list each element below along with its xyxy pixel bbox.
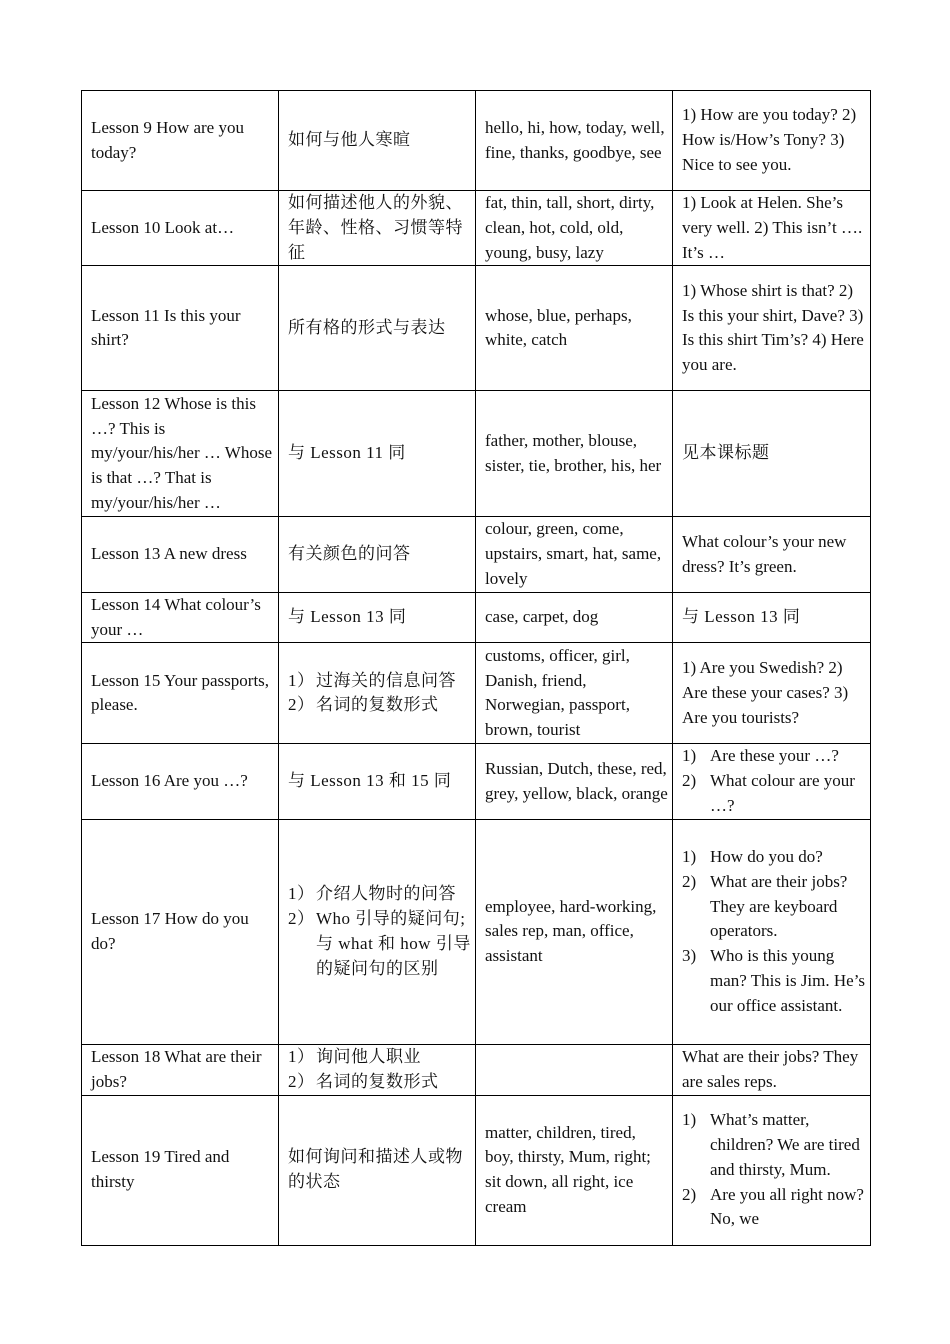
vocabulary-cell: whose, blue, perhaps, white, catch [476, 266, 673, 391]
list-number: 1) [682, 846, 697, 866]
sentence-pattern-list [682, 1108, 866, 1232]
list-item [288, 1070, 471, 1095]
list-text: How do you do? [710, 846, 823, 866]
vocabulary-cell [476, 1044, 673, 1095]
topic-cell: 与 Lesson 13 和 15 同 [279, 744, 476, 819]
list-text: Who 引导的疑问句;与 what 和 how 引导的疑问句的区别 [316, 908, 471, 978]
list-number: 2） [288, 908, 315, 928]
list-number: 1) [682, 1110, 697, 1130]
list-text: What are their jobs? They are keyboard operators. [710, 871, 848, 941]
list-number: 2) [682, 871, 697, 891]
list-number: 1） [288, 884, 315, 904]
list-text: 询问他人职业 [316, 1046, 421, 1066]
topic-cell: 所有格的形式与表达 [279, 266, 476, 391]
list-number: 1） [288, 670, 315, 690]
vocabulary-cell: fat, thin, tall, short, dirty, clean, hot, cold, old, young, busy, lazy [476, 191, 673, 266]
vocabulary-cell: matter, children, tired, boy, thirsty, Mum, right; sit down, all right, ice cream [476, 1095, 673, 1245]
topic-cell [279, 643, 476, 744]
list-item [288, 882, 471, 907]
list-item [288, 907, 471, 981]
list-text: 名词的复数形式 [316, 1071, 439, 1091]
lesson-cell: Lesson 17 How do you do? [82, 819, 279, 1044]
list-number: 3) [682, 946, 697, 966]
topic-list [288, 669, 471, 719]
table-row [82, 819, 871, 1044]
list-text: Who is this young man? This is Jim. He’s our office assistant. [710, 946, 866, 1015]
lesson-cell: Lesson 14 What colour’s your … [82, 592, 279, 643]
list-number: 2) [682, 1184, 697, 1204]
sentence-pattern-cell [673, 1095, 871, 1245]
list-item [288, 669, 471, 694]
lesson-cell: Lesson 10 Look at… [82, 191, 279, 266]
lesson-cell: Lesson 18 What are their jobs? [82, 1044, 279, 1095]
sentence-pattern-cell [673, 744, 871, 819]
list-text: 介绍人物时的问答 [316, 884, 456, 904]
lesson-cell: Lesson 13 A new dress [82, 517, 279, 592]
vocabulary-cell: hello, hi, how, today, well, fine, thanks, goodbye, see [476, 91, 673, 191]
lesson-cell: Lesson 19 Tired and thirsty [82, 1095, 279, 1245]
list-item [682, 769, 866, 819]
topic-list [288, 1045, 471, 1095]
list-text: 名词的复数形式 [316, 695, 439, 715]
list-number: 2） [288, 695, 315, 715]
lesson-cell: Lesson 11 Is this your shirt? [82, 266, 279, 391]
sentence-pattern-cell: 见本课标题 [673, 391, 871, 517]
list-text: What’s matter, children? We are tired and thirsty, Mum. [710, 1110, 860, 1179]
vocabulary-cell: case, carpet, dog [476, 592, 673, 643]
lesson-cell: Lesson 12 Whose is this …? This is my/your/his/her … Whose is that …? That is my/your/his/her … [82, 391, 279, 517]
list-item [682, 1108, 866, 1182]
lesson-cell: Lesson 9 How are you today? [82, 91, 279, 191]
topic-cell: 如何与他人寒暄 [279, 91, 476, 191]
topic-list [288, 882, 471, 981]
vocabulary-cell: colour, green, come, upstairs, smart, hat, same, lovely [476, 517, 673, 592]
lesson-cell: Lesson 16 Are you …? [82, 744, 279, 819]
list-text: Are you all right now? No, we [710, 1184, 864, 1229]
list-item [288, 693, 471, 718]
topic-cell [279, 819, 476, 1044]
list-item [682, 870, 866, 944]
table-row [82, 91, 871, 191]
table-row [82, 592, 871, 643]
sentence-pattern-cell: 与 Lesson 13 同 [673, 592, 871, 643]
topic-cell [279, 1044, 476, 1095]
sentence-pattern-cell: 1) Look at Helen. She’s very well. 2) This isn’t …. It’s … [673, 191, 871, 266]
sentence-pattern-cell: 1) Whose shirt is that? 2) Is this your shirt, Dave? 3) Is this shirt Tim’s? 4) Here you are. [673, 266, 871, 391]
list-number: 2) [682, 771, 697, 791]
topic-cell: 如何询问和描述人或物的状态 [279, 1095, 476, 1245]
sentence-pattern-list [682, 845, 866, 1019]
topic-cell: 如何描述他人的外貌、年龄、性格、习惯等特征 [279, 191, 476, 266]
topic-cell: 与 Lesson 11 同 [279, 391, 476, 517]
lesson-cell: Lesson 15 Your passports, please. [82, 643, 279, 744]
table-row [82, 643, 871, 744]
list-item [288, 1045, 471, 1070]
table-row [82, 266, 871, 391]
list-item [682, 845, 866, 870]
list-item [682, 744, 866, 769]
table-row [82, 391, 871, 517]
table-row [82, 744, 871, 819]
list-number: 1） [288, 1046, 315, 1066]
sentence-pattern-cell: What colour’s your new dress? It’s green. [673, 517, 871, 592]
vocabulary-cell: employee, hard-working, sales rep, man, office, assistant [476, 819, 673, 1044]
vocabulary-cell: Russian, Dutch, these, red, grey, yellow, black, orange [476, 744, 673, 819]
list-text: 过海关的信息问答 [316, 670, 456, 690]
table-row [82, 517, 871, 592]
list-item [682, 944, 866, 1018]
sentence-pattern-cell: What are their jobs? They are sales reps. [673, 1044, 871, 1095]
lesson-table [81, 90, 871, 1246]
list-text: Are these your …? [710, 746, 839, 766]
topic-cell: 有关颜色的问答 [279, 517, 476, 592]
list-item [682, 1183, 866, 1233]
sentence-pattern-cell [673, 819, 871, 1044]
sentence-pattern-list [682, 744, 866, 818]
vocabulary-cell: customs, officer, girl, Danish, friend, Norwegian, passport, brown, tourist [476, 643, 673, 744]
sentence-pattern-cell: 1) Are you Swedish? 2) Are these your cases? 3) Are you tourists? [673, 643, 871, 744]
sentence-pattern-cell: 1) How are you today? 2) How is/How’s Tony? 3) Nice to see you. [673, 91, 871, 191]
vocabulary-cell: father, mother, blouse, sister, tie, brother, his, her [476, 391, 673, 517]
list-text: What colour are your …? [710, 771, 855, 815]
table-row [82, 1044, 871, 1095]
topic-cell: 与 Lesson 13 同 [279, 592, 476, 643]
list-number: 2） [288, 1071, 315, 1091]
list-number: 1) [682, 746, 697, 766]
table-row [82, 191, 871, 266]
table-row [82, 1095, 871, 1245]
